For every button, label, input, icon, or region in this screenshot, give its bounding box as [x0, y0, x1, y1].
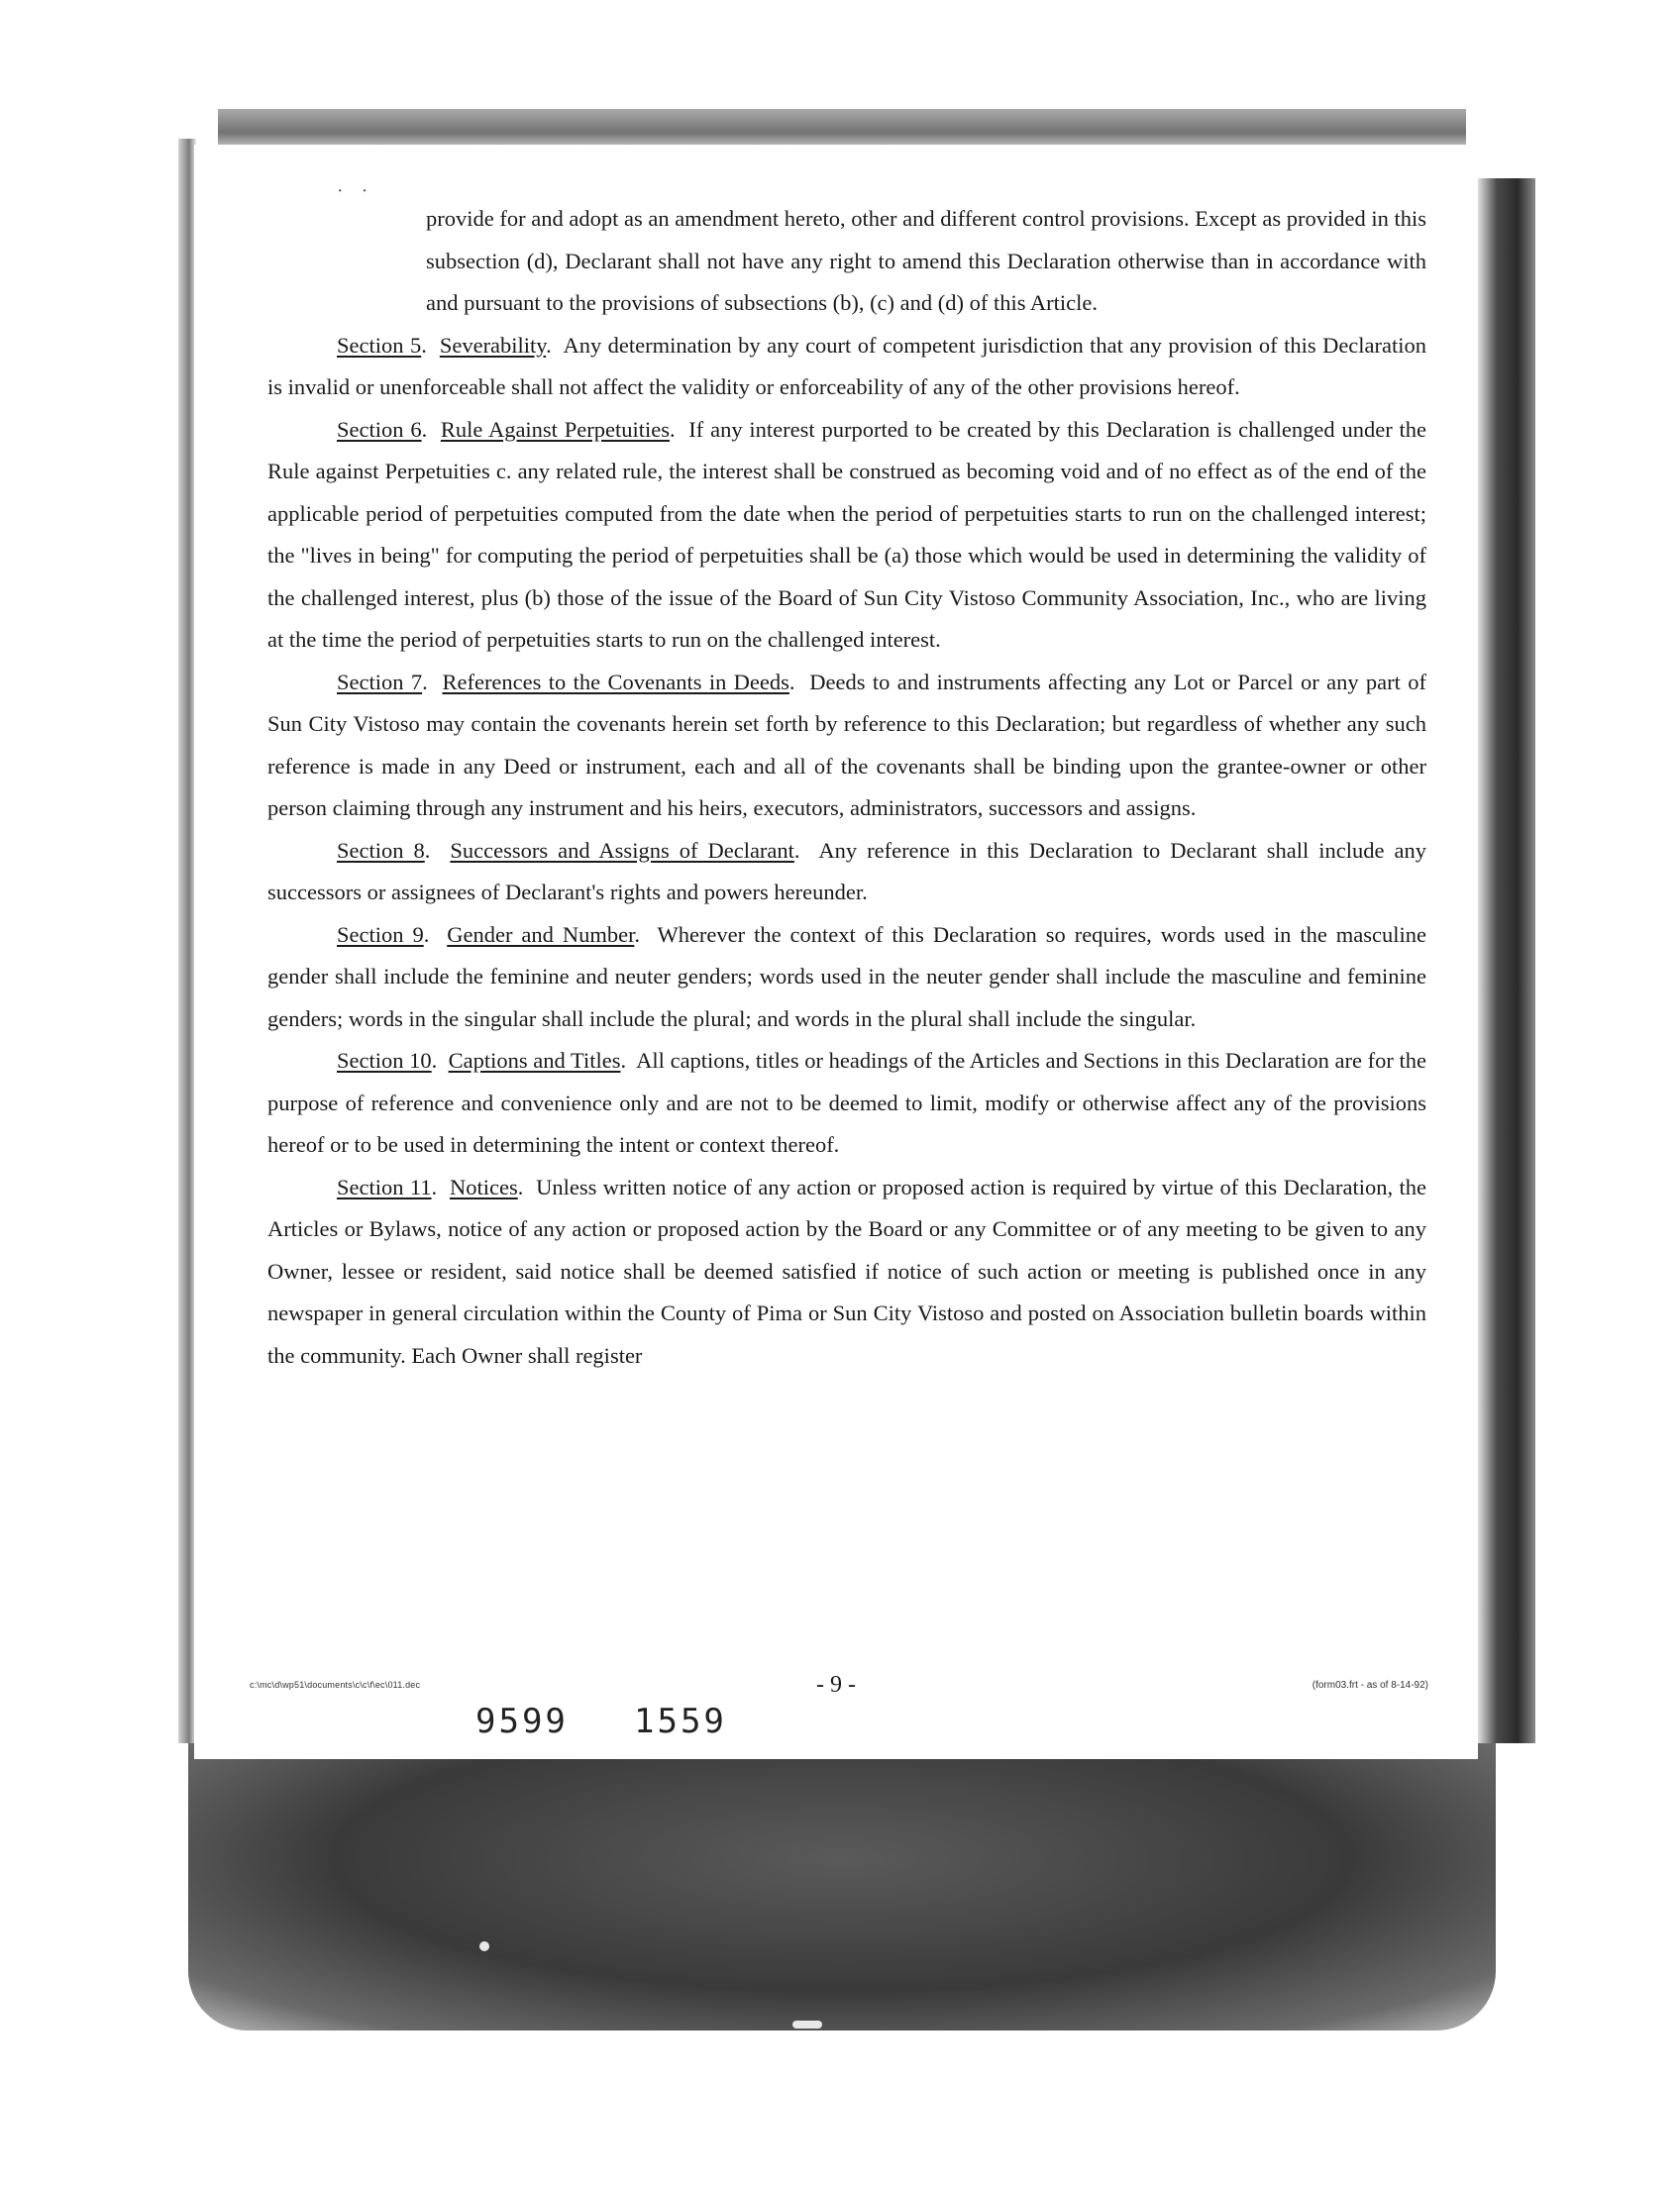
section-number: Section 8: [337, 837, 425, 863]
section-6-paragraph: Section 6. Rule Against Perpetuities. If any interest purported to be created by this Declaration is challenged under the Rule against Perpetuities c. any related rule, the interest shall be construed as becoming void and of no effect as of the end of the applicable period of perpetuities computed from the date when the period of perpetuities starts to run on the challenged interest; the "lives in being" for computing the period of perpetuities shall be (a) those which would be used in determining the validity of the challenged interest, plus (b) those of the issue of the Board of Sun City Vistoso Community Association, Inc., who are living at the time the period of perpetuities starts to run on the challenged interest.: [267, 416, 1426, 652]
section-number: Section 7: [337, 669, 423, 694]
page-footer: [250, 1672, 1428, 1702]
section-number: Section 6: [337, 416, 422, 442]
section-heading: References to the Covenants in Deeds: [442, 669, 789, 694]
section-8-paragraph: Section 8. Successors and Assigns of Declarant. Any reference in this Declaration to Declarant shall include any successors or assignees of Declarant's rights and powers hereunder.: [267, 837, 1426, 904]
section-number: Section 5: [337, 332, 422, 358]
paragraph-text: Deeds to and instruments affecting any Lot or Parcel or any part of Sun City Vistoso may contain the covenants herein set forth by reference to this Declaration; but regardless of whether any such reference is made in any Deed or instrument, each and all of the covenants shall be binding upon the grantee-owner or other person claiming through any instrument and his heirs, executors, administrators, successors and assigns.: [267, 669, 1427, 820]
footer-form-ref: (form03.frt - as of 8-14-92): [1312, 1680, 1428, 1691]
section-number: Section 11: [337, 1174, 432, 1199]
page-number: - 9 -: [816, 1672, 856, 1698]
scan-shadow-right: [1476, 178, 1535, 1743]
footer-file-path: c:\mc\d\wp51\documents\c\c\f\ec\011.dec: [250, 1680, 421, 1690]
paragraph-text: If any interest purported to be created by this Declaration is challenged under the Rule against Perpetuities c. any related rule, the interest shall be construed as becoming void and of no effect as of the end of the applicable period of perpetuities computed from the date when the period of perpetuities starts to run on the challenged interest; the "lives in being" for computing the period of perpetuities shall be (a) those which would be used in determining the validity of the challenged interest, plus (b) those of the issue of the Board of Sun City Vistoso Community Association, Inc., who are living at the time the period of perpetuities starts to run on the challenged interest.: [267, 416, 1426, 652]
margin-marks: ··: [337, 180, 386, 202]
section-7-paragraph: Section 7. References to the Covenants in Deeds. Deeds to and instruments affecting any Lot or Parcel or any part of Sun City Vistoso may contain the covenants herein set forth by reference to this Declaration; but regardless of whether any such reference is made in any Deed or instrument, each and all of the covenants shall be binding upon the grantee-owner or other person claiming through any instrument and his heirs, executors, administrators, successors and assigns.: [267, 669, 1427, 820]
section-heading: Rule Against Perpetuities: [440, 416, 670, 442]
section-5-paragraph: Section 5. Severability. Any determination by any court of competent jurisdiction that any provision of this Declaration is invalid or unenforceable shall not affect the validity or enforceability of any of the other provisions hereof.: [267, 332, 1427, 399]
section-number: Section 9: [337, 921, 424, 947]
paragraph-text: Any reference in this Declaration to Declarant shall include any successors or assignees of Declarant's rights and powers hereunder.: [267, 837, 1426, 904]
scan-shadow-bottom: [188, 1743, 1496, 2031]
scan-speck: [792, 2021, 822, 2029]
paragraph-text: provide for and adopt as an amendment hereto, other and different control provisions. Except as provided in this subsection (d), Declarant shall not have any right to amend this Declaration otherwise than in accordance with and pursuant to the provisions of subsections (b), (c) and (d) of this Article.: [426, 206, 1426, 315]
recording-docket-stamp: 9599: [475, 1702, 569, 1741]
document-body: [267, 198, 1426, 1377]
section-9-paragraph: Section 9. Gender and Number. Wherever the context of this Declaration so requires, words used in the masculine gender shall include the feminine and neuter genders; words used in the neuter gender shall include the masculine and feminine genders; words in the singular shall include the plural; and words in the plural shall include the singular.: [267, 921, 1426, 1031]
section-heading: Captions and Titles: [448, 1048, 621, 1073]
recording-page-stamp: 1559: [634, 1702, 727, 1741]
paragraph-text: Wherever the context of this Declaration so requires, words used in the masculine gender shall include the feminine and neuter genders; words used in the neuter gender shall include the masculine and feminine genders; words in the singular shall include the plural; and words in the plural shall include the singular.: [267, 921, 1426, 1031]
section-10-paragraph: Section 10. Captions and Titles. All captions, titles or headings of the Articles and Sections in this Declaration are for the purpose of reference and convenience only and are not to be deemed to limit, modify or otherwise affect any of the provisions hereof or to be used in determining the intent or context thereof.: [267, 1048, 1426, 1157]
scan-shadow-top: [218, 109, 1466, 149]
continuation-paragraph: [267, 198, 1426, 325]
section-heading: Successors and Assigns of Declarant: [450, 837, 794, 863]
section-heading: Gender and Number: [447, 921, 635, 947]
paragraph-text: Unless written notice of any action or proposed action is required by virtue of this Declaration, the Articles or Bylaws, notice of any action or proposed action by the Board or any Committee or of any meeting to be given to any Owner, lessee or resident, said notice shall be deemed satisfied if notice of such action or meeting is published once in any newspaper in general circulation within the County of Pima or Sun City Vistoso and posted on Association bulletin boards within the community. Each Owner shall register: [267, 1174, 1427, 1368]
section-heading: Notices: [449, 1174, 518, 1199]
section-heading: Severability: [439, 332, 547, 358]
section-11-paragraph: Section 11. Notices. Unless written notice of any action or proposed action is required by virtue of this Declaration, the Articles or Bylaws, notice of any action or proposed action by the Board or any Committee or of any meeting to be given to any Owner, lessee or resident, said notice shall be deemed satisfied if notice of such action or meeting is published once in any newspaper in general circulation within the County of Pima or Sun City Vistoso and posted on Association bulletin boards within the community. Each Owner shall register: [267, 1174, 1427, 1368]
scan-speck: [479, 1941, 489, 1951]
paragraph-text: Any determination by any court of competent jurisdiction that any provision of this Declaration is invalid or unenforceable shall not affect the validity or enforceability of any of the other provisions hereof.: [267, 332, 1427, 399]
paragraph-text: All captions, titles or headings of the Articles and Sections in this Declaration are for the purpose of reference and convenience only and are not to be deemed to limit, modify or otherwise affect any of the provisions hereof or to be used in determining the intent or context thereof.: [267, 1048, 1426, 1157]
section-number: Section 10: [337, 1048, 432, 1073]
